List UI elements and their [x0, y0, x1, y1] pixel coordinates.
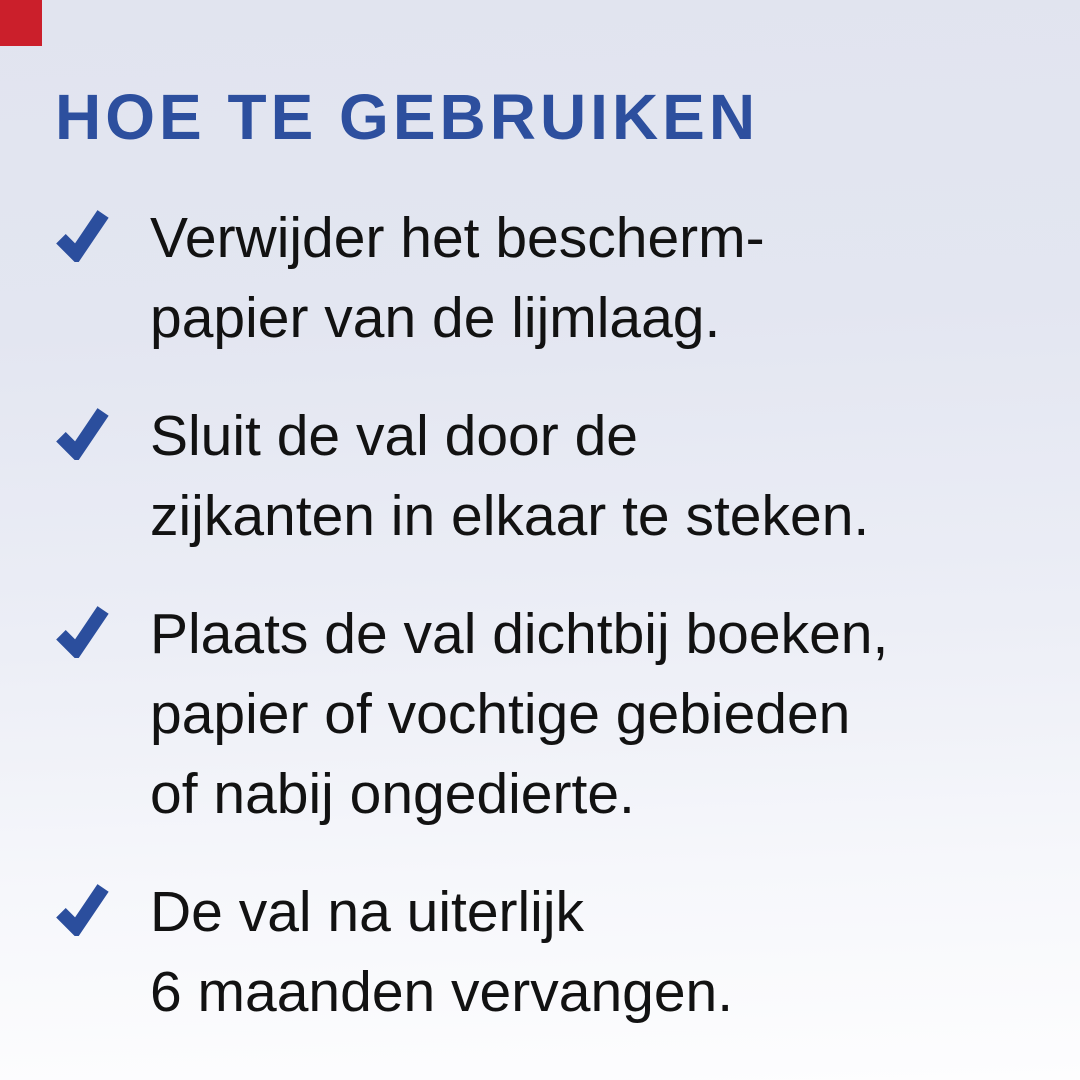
- list-item: [55, 872, 1050, 1032]
- list-item-text: [150, 594, 888, 834]
- text-line: Sluit de val door de: [150, 404, 638, 469]
- check-icon: [55, 406, 109, 460]
- list-item-text: [150, 872, 733, 1032]
- list-item: [55, 198, 1050, 358]
- list-item-text: [150, 198, 765, 358]
- text-line: Plaats de val dichtbij boeken,: [150, 602, 889, 667]
- list-item: [55, 396, 1050, 556]
- text-line: papier of vochtige gebieden: [150, 682, 851, 747]
- text-line: 6 maanden vervangen.: [150, 960, 734, 1025]
- corner-red-mark: [0, 0, 42, 46]
- text-line: De val na uiterlijk: [150, 880, 585, 945]
- check-icon: [55, 882, 109, 936]
- text-line: papier van de lijmlaag.: [150, 286, 721, 351]
- list-item-text: [150, 396, 869, 556]
- check-icon: [55, 604, 109, 658]
- list-item: [55, 594, 1050, 834]
- text-line: zijkanten in elkaar te steken.: [150, 484, 870, 549]
- text-line: of nabij ongedierte.: [150, 762, 635, 827]
- page-title: HOE TE GEBRUIKEN: [55, 81, 760, 153]
- text-line: Verwijder het bescherm-: [150, 206, 765, 271]
- instructions-section: [55, 82, 1050, 1070]
- check-icon: [55, 208, 109, 262]
